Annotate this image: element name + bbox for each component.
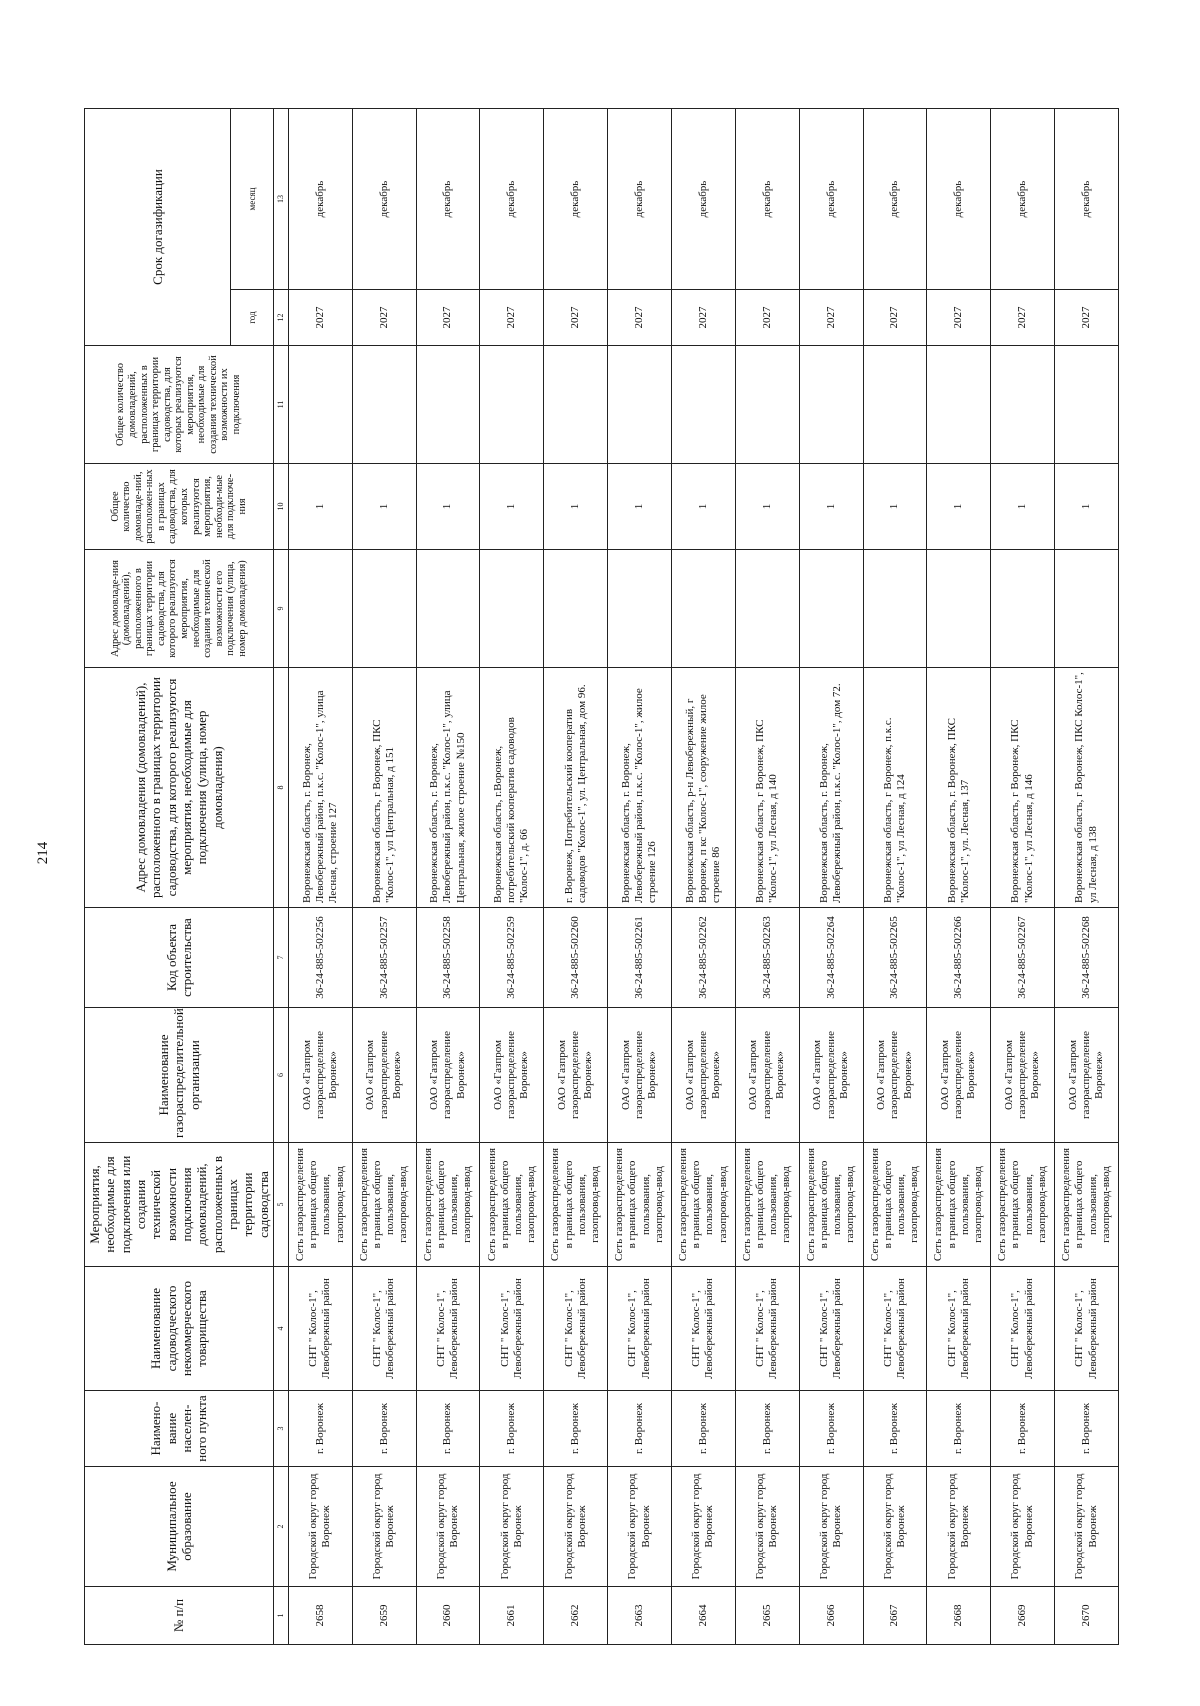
cell-total-connect: 1	[672, 464, 736, 550]
cell-address-tech	[863, 550, 927, 668]
cell-month: декабрь	[672, 109, 736, 290]
header-address-tech: Адрес домовладе-ния (домовладений), расположенного в границах территории садоводства, для которого реализуются мероприятия, необходимые для создания технической возможности его подключения (улица, номер домовладения)	[85, 550, 274, 668]
header-settlement: Наимено-вание населен-ного пункта	[85, 1391, 274, 1467]
table-row	[735, 109, 799, 1645]
cell-gas-org: ОАО «Газпром газораспределение Воронеж»	[863, 1008, 927, 1143]
cell-address: Воронежская область, г. Воронеж, Левобережный район, п.к.с. "Колос-1", улица Лесная, строение 127	[288, 668, 352, 908]
cell-no: 2665	[735, 1587, 799, 1645]
header-month: месяц	[230, 109, 273, 290]
cell-address: Воронежская область, г. Воронеж, ПКС "Колос-1", ул. Лесная, 137	[927, 668, 991, 908]
table-row	[352, 109, 416, 1645]
column-number: 1	[273, 1587, 288, 1645]
cell-month: декабрь	[544, 109, 608, 290]
cell-year: 2027	[416, 290, 480, 346]
cell-gas-org: ОАО «Газпром газораспределение Воронеж»	[735, 1008, 799, 1143]
column-number: 3	[273, 1391, 288, 1467]
cell-no: 2669	[991, 1587, 1055, 1645]
column-number: 12	[273, 290, 288, 346]
cell-total-tech	[799, 346, 863, 464]
cell-address-tech	[672, 550, 736, 668]
cell-measures: Сеть газораспределения в границах общего пользования, газопровод-ввод	[288, 1143, 352, 1267]
header-partnership: Наименование садоводческого некоммерческого товарищества	[85, 1267, 274, 1391]
cell-no: 2658	[288, 1587, 352, 1645]
cell-total-connect: 1	[416, 464, 480, 550]
cell-no: 2666	[799, 1587, 863, 1645]
header-total-tech: Общее количество домовладений, расположенных в границах территории садоводства, для которых реализуются мероприятия, необходимые для создания технической возможности их подключения	[85, 346, 274, 464]
cell-address-tech	[1055, 550, 1119, 668]
header-address: Адрес домовладения (домовладений), расположенного в границах территории садоводства, для которого реализуются мероприятия, необходимые для подключения (улица, номер домовладения)	[85, 668, 274, 908]
column-number: 9	[273, 550, 288, 668]
table-row	[480, 109, 544, 1645]
cell-month: декабрь	[927, 109, 991, 290]
cell-object-code: 36-24-885-502268	[1055, 908, 1119, 1008]
header-municipality: Муниципальное образование	[85, 1467, 274, 1587]
cell-settlement: г. Воронеж	[480, 1391, 544, 1467]
header-deadline: Срок догазификации	[85, 109, 231, 346]
cell-municipality: Городской округ город Воронеж	[863, 1467, 927, 1587]
cell-settlement: г. Воронеж	[991, 1391, 1055, 1467]
cell-measures: Сеть газораспределения в границах общего пользования, газопровод-ввод	[416, 1143, 480, 1267]
column-number: 4	[273, 1267, 288, 1391]
cell-address: Воронежская область, г. Воронеж, Левобережный район, п.к.с. "Колос-1", улица Центральная, жилое строение №150	[416, 668, 480, 908]
cell-municipality: Городской округ город Воронеж	[288, 1467, 352, 1587]
table-row	[927, 109, 991, 1645]
cell-partnership: СНТ " Колос-1", Левобережный район	[288, 1267, 352, 1391]
table-row	[863, 109, 927, 1645]
cell-address: Воронежская область, г Воронеж, ПКС "Колос-1", ул Центральная, д 151	[352, 668, 416, 908]
cell-address: Воронежская область, г Воронеж, ПКС Колос-1", ул Лесная, д 138	[1055, 668, 1119, 908]
cell-total-connect: 1	[544, 464, 608, 550]
cell-total-connect: 1	[480, 464, 544, 550]
cell-total-connect: 1	[288, 464, 352, 550]
cell-address-tech	[735, 550, 799, 668]
cell-total-tech	[735, 346, 799, 464]
column-number: 5	[273, 1143, 288, 1267]
cell-settlement: г. Воронеж	[799, 1391, 863, 1467]
cell-year: 2027	[863, 290, 927, 346]
column-number: 8	[273, 668, 288, 908]
cell-gas-org: ОАО «Газпром газораспределение Воронеж»	[416, 1008, 480, 1143]
cell-measures: Сеть газораспределения в границах общего пользования, газопровод-ввод	[735, 1143, 799, 1267]
cell-partnership: СНТ " Колос-1", Левобережный район	[416, 1267, 480, 1391]
cell-year: 2027	[544, 290, 608, 346]
cell-month: декабрь	[799, 109, 863, 290]
cell-gas-org: ОАО «Газпром газораспределение Воронеж»	[544, 1008, 608, 1143]
cell-settlement: г. Воронеж	[544, 1391, 608, 1467]
cell-year: 2027	[1055, 290, 1119, 346]
cell-address: Воронежская область, г Воронеж, ПКС "Колос-1", ул Лесная, д 140	[735, 668, 799, 908]
cell-object-code: 36-24-885-502259	[480, 908, 544, 1008]
cell-month: декабрь	[416, 109, 480, 290]
column-number: 6	[273, 1008, 288, 1143]
cell-settlement: г. Воронеж	[288, 1391, 352, 1467]
cell-year: 2027	[672, 290, 736, 346]
cell-address: Воронежская область, г. Воронеж, Левобережный район, п.к.с. "Колос-1", жилое строение 126	[608, 668, 672, 908]
cell-no: 2660	[416, 1587, 480, 1645]
cell-settlement: г. Воронеж	[1055, 1391, 1119, 1467]
column-number: 10	[273, 464, 288, 550]
cell-address-tech	[927, 550, 991, 668]
cell-address-tech	[608, 550, 672, 668]
cell-municipality: Городской округ город Воронеж	[352, 1467, 416, 1587]
cell-total-connect: 1	[608, 464, 672, 550]
cell-total-tech	[927, 346, 991, 464]
header-measures: Мероприятия, необходимые для подключения или создания технической возможности подключения домовладений, расположенных в границах территории садоводства	[85, 1143, 274, 1267]
cell-measures: Сеть газораспределения в границах общего пользования, газопровод-ввод	[544, 1143, 608, 1267]
cell-total-connect: 1	[1055, 464, 1119, 550]
cell-settlement: г. Воронеж	[735, 1391, 799, 1467]
cell-measures: Сеть газораспределения в границах общего пользования, газопровод-ввод	[927, 1143, 991, 1267]
table-row	[991, 109, 1055, 1645]
cell-address: Воронежская область, г Воронеж, п.к.с. "Колос-1", ул Лесная, д 124	[863, 668, 927, 908]
cell-object-code: 36-24-885-502264	[799, 908, 863, 1008]
cell-object-code: 36-24-885-502266	[927, 908, 991, 1008]
cell-measures: Сеть газораспределения в границах общего пользования, газопровод-ввод	[863, 1143, 927, 1267]
cell-measures: Сеть газораспределения в границах общего пользования, газопровод-ввод	[799, 1143, 863, 1267]
cell-total-connect: 1	[863, 464, 927, 550]
cell-no: 2662	[544, 1587, 608, 1645]
cell-address-tech	[799, 550, 863, 668]
cell-partnership: СНТ " Колос-1", Левобережный район	[863, 1267, 927, 1391]
gasification-table	[84, 108, 1119, 1645]
cell-municipality: Городской округ город Воронеж	[672, 1467, 736, 1587]
cell-measures: Сеть газораспределения в границах общего пользования, газопровод-ввод	[991, 1143, 1055, 1267]
cell-municipality: Городской округ город Воронеж	[927, 1467, 991, 1587]
cell-year: 2027	[288, 290, 352, 346]
cell-municipality: Городской округ город Воронеж	[735, 1467, 799, 1587]
cell-year: 2027	[991, 290, 1055, 346]
cell-partnership: СНТ " Колос-1", Левобережный район	[991, 1267, 1055, 1391]
cell-year: 2027	[927, 290, 991, 346]
cell-measures: Сеть газораспределения в границах общего пользования, газопровод-ввод	[1055, 1143, 1119, 1267]
cell-partnership: СНТ " Колос-1", Левобережный район	[927, 1267, 991, 1391]
cell-object-code: 36-24-885-502265	[863, 908, 927, 1008]
cell-object-code: 36-24-885-502257	[352, 908, 416, 1008]
cell-total-tech	[991, 346, 1055, 464]
table-body	[85, 109, 1119, 1645]
cell-gas-org: ОАО «Газпром газораспределение Воронеж»	[672, 1008, 736, 1143]
cell-no: 2659	[352, 1587, 416, 1645]
table-row	[288, 109, 352, 1645]
cell-month: декабрь	[863, 109, 927, 290]
cell-object-code: 36-24-885-502261	[608, 908, 672, 1008]
cell-object-code: 36-24-885-502262	[672, 908, 736, 1008]
cell-total-connect: 1	[352, 464, 416, 550]
cell-partnership: СНТ " Колос-1", Левобережный район	[735, 1267, 799, 1391]
cell-municipality: Городской округ город Воронеж	[991, 1467, 1055, 1587]
cell-month: декабрь	[480, 109, 544, 290]
header-no: № п/п	[85, 1587, 274, 1645]
cell-month: декабрь	[991, 109, 1055, 290]
cell-gas-org: ОАО «Газпром газораспределение Воронеж»	[608, 1008, 672, 1143]
table-row	[608, 109, 672, 1645]
header-gas-org: Наименование газораспределительной организации	[85, 1008, 274, 1143]
cell-month: декабрь	[608, 109, 672, 290]
cell-total-tech	[672, 346, 736, 464]
cell-year: 2027	[608, 290, 672, 346]
cell-year: 2027	[480, 290, 544, 346]
cell-month: декабрь	[735, 109, 799, 290]
cell-settlement: г. Воронеж	[927, 1391, 991, 1467]
cell-settlement: г. Воронеж	[863, 1391, 927, 1467]
column-number: 2	[273, 1467, 288, 1587]
cell-gas-org: ОАО «Газпром газораспределение Воронеж»	[352, 1008, 416, 1143]
cell-gas-org: ОАО «Газпром газораспределение Воронеж»	[927, 1008, 991, 1143]
cell-address-tech	[480, 550, 544, 668]
table-row	[672, 109, 736, 1645]
cell-address-tech	[288, 550, 352, 668]
cell-object-code: 36-24-885-502258	[416, 908, 480, 1008]
cell-object-code: 36-24-885-502256	[288, 908, 352, 1008]
cell-measures: Сеть газораспределения в границах общего пользования, газопровод-ввод	[352, 1143, 416, 1267]
cell-total-connect: 1	[735, 464, 799, 550]
cell-address-tech	[991, 550, 1055, 668]
cell-settlement: г. Воронеж	[672, 1391, 736, 1467]
column-number: 7	[273, 908, 288, 1008]
column-number: 11	[273, 346, 288, 464]
cell-settlement: г. Воронеж	[352, 1391, 416, 1467]
cell-partnership: СНТ " Колос-1", Левобережный район	[672, 1267, 736, 1391]
cell-partnership: СНТ " Колос-1", Левобережный район	[608, 1267, 672, 1391]
cell-measures: Сеть газораспределения в границах общего пользования, газопровод-ввод	[608, 1143, 672, 1267]
cell-total-connect: 1	[927, 464, 991, 550]
cell-total-tech	[352, 346, 416, 464]
cell-year: 2027	[352, 290, 416, 346]
column-number-row	[273, 109, 288, 1645]
cell-total-tech	[863, 346, 927, 464]
cell-total-tech	[608, 346, 672, 464]
cell-total-tech	[544, 346, 608, 464]
header-object-code: Код объекта строительства	[85, 908, 274, 1008]
cell-address-tech	[416, 550, 480, 668]
cell-partnership: СНТ " Колос-1", Левобережный район	[1055, 1267, 1119, 1391]
cell-month: декабрь	[352, 109, 416, 290]
cell-gas-org: ОАО «Газпром газораспределение Воронеж»	[480, 1008, 544, 1143]
cell-no: 2667	[863, 1587, 927, 1645]
cell-month: декабрь	[1055, 109, 1119, 290]
cell-object-code: 36-24-885-502267	[991, 908, 1055, 1008]
cell-gas-org: ОАО «Газпром газораспределение Воронеж»	[1055, 1008, 1119, 1143]
cell-address: Воронежская область, г.Воронеж, потребительский кооператив садоводов "Колос-1", д. 66	[480, 668, 544, 908]
cell-gas-org: ОАО «Газпром газораспределение Воронеж»	[799, 1008, 863, 1143]
header-year: год	[230, 290, 273, 346]
cell-no: 2663	[608, 1587, 672, 1645]
cell-no: 2668	[927, 1587, 991, 1645]
table-row	[1055, 109, 1119, 1645]
table-row	[416, 109, 480, 1645]
cell-municipality: Городской округ город Воронеж	[416, 1467, 480, 1587]
cell-settlement: г. Воронеж	[416, 1391, 480, 1467]
cell-partnership: СНТ " Колос-1", Левобережный район	[480, 1267, 544, 1391]
cell-total-tech	[416, 346, 480, 464]
cell-partnership: СНТ " Колос-1", Левобережный район	[799, 1267, 863, 1391]
cell-municipality: Городской округ город Воронеж	[799, 1467, 863, 1587]
header-total-connect: Общее количество домовладе-ний, расположен-ных в границах садоводства, для которых реализуются мероприятия, необходи-мые для подключе-ния	[85, 464, 274, 550]
cell-gas-org: ОАО «Газпром газораспределение Воронеж»	[288, 1008, 352, 1143]
cell-object-code: 36-24-885-502260	[544, 908, 608, 1008]
page-number: 214	[35, 841, 51, 865]
cell-measures: Сеть газораспределения в границах общего пользования, газопровод-ввод	[480, 1143, 544, 1267]
cell-municipality: Городской округ город Воронеж	[608, 1467, 672, 1587]
cell-no: 2661	[480, 1587, 544, 1645]
cell-total-tech	[480, 346, 544, 464]
cell-object-code: 36-24-885-502263	[735, 908, 799, 1008]
cell-total-connect: 1	[991, 464, 1055, 550]
cell-partnership: СНТ " Колос-1", Левобережный район	[352, 1267, 416, 1391]
table-row	[544, 109, 608, 1645]
cell-no: 2670	[1055, 1587, 1119, 1645]
cell-address-tech	[352, 550, 416, 668]
cell-municipality: Городской округ город Воронеж	[544, 1467, 608, 1587]
cell-partnership: СНТ " Колос-1", Левобережный район	[544, 1267, 608, 1391]
cell-year: 2027	[735, 290, 799, 346]
header-row	[85, 109, 231, 1645]
table-row	[799, 109, 863, 1645]
cell-year: 2027	[799, 290, 863, 346]
cell-measures: Сеть газораспределения в границах общего пользования, газопровод-ввод	[672, 1143, 736, 1267]
cell-address-tech	[544, 550, 608, 668]
cell-total-tech	[1055, 346, 1119, 464]
cell-municipality: Городской округ город Воронеж	[480, 1467, 544, 1587]
rotated-page	[84, 109, 1119, 1645]
cell-no: 2664	[672, 1587, 736, 1645]
cell-municipality: Городской округ город Воронеж	[1055, 1467, 1119, 1587]
column-number: 13	[273, 109, 288, 290]
cell-total-connect: 1	[799, 464, 863, 550]
cell-address: Воронежская область, р-н Левобережный, г Воронеж, п кс "Колос-1", сооружение жилое строение 86	[672, 668, 736, 908]
cell-total-tech	[288, 346, 352, 464]
cell-gas-org: ОАО «Газпром газораспределение Воронеж»	[991, 1008, 1055, 1143]
cell-address: Воронежская область, г Воронеж, ПКС "Колос-1", ул Лесная, д 146	[991, 668, 1055, 908]
cell-month: декабрь	[288, 109, 352, 290]
cell-address: Воронежская область, г. Воронеж, Левобережный район, п.к.с. "Колос-1", дом 72.	[799, 668, 863, 908]
cell-address: г. Воронеж, Потребительский кооператив садоводов "Колос-1", ул. Центральная, дом 96.	[544, 668, 608, 908]
cell-settlement: г. Воронеж	[608, 1391, 672, 1467]
